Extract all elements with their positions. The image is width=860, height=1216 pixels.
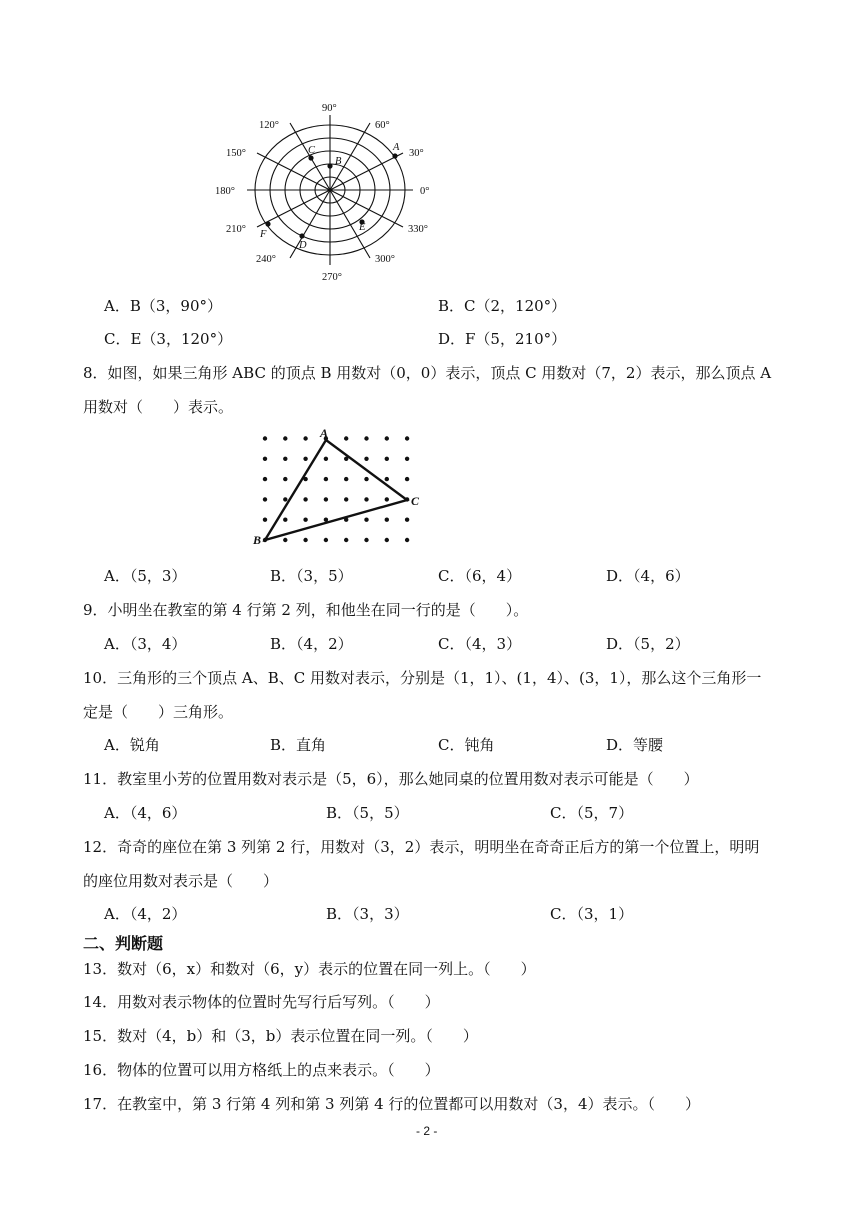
angle-label-30: 30° (409, 148, 424, 159)
judge-item-15: 15．数对（4，b）和（3，b）表示位置在同一列。（ ） (83, 1027, 478, 1045)
grid-dot (405, 538, 409, 542)
vertex-label-a: A (320, 426, 329, 440)
grid-dot (364, 538, 368, 542)
grid-dot (405, 457, 409, 461)
grid-dot (385, 457, 389, 461)
point-label-a: A (393, 142, 400, 153)
q11-option-a: A．（4，6） (104, 804, 187, 822)
grid-dot (283, 436, 287, 440)
point-b-dot (327, 163, 332, 168)
triangle-abc (265, 440, 407, 540)
q11-option-c: C．（5，7） (550, 804, 634, 822)
angle-label-240: 240° (256, 254, 276, 265)
grid-dot (303, 436, 307, 440)
q10-stem-line2: 定是（ ）三角形。 (83, 703, 234, 721)
judge-item-16: 16．物体的位置可以用方格纸上的点来表示。（ ） (83, 1061, 440, 1079)
grid-dot (263, 477, 267, 481)
q10-option-d: D．等腰 (606, 736, 664, 754)
q12-stem-line2: 的座位用数对表示是（ ） (83, 872, 279, 890)
grid-dot (385, 436, 389, 440)
q12-option-b: B．（3，3） (326, 905, 409, 923)
angle-label-120: 120° (259, 120, 279, 131)
q9-stem: 9．小明坐在教室的第 4 行第 2 列，和他坐在同一行的是（ ）。 (83, 601, 529, 619)
grid-dot (303, 497, 307, 501)
grid-dot (364, 497, 368, 501)
grid-dot (324, 538, 328, 542)
q10-option-b: B．直角 (270, 736, 327, 754)
q10-stem-line1: 10．三角形的三个顶点 A、B、C 用数对表示，分别是（1，1）、(1，4）、(3，1），那么这个三角形一 (83, 669, 762, 687)
judge-item-13: 13．数对（6，x）和数对（6，y）表示的位置在同一列上。（ ） (83, 960, 536, 978)
grid-dot (303, 518, 307, 522)
q10-option-c: C．钝角 (438, 736, 495, 754)
q12-stem-line1: 12．奇奇的座位在第 3 列第 2 行，用数对（3，2）表示，明明坐在奇奇正后方的第一个位置上，明明 (83, 838, 760, 856)
point-d-dot (299, 233, 304, 238)
angle-label-330: 330° (408, 224, 428, 235)
grid-dot (283, 518, 287, 522)
point-f-dot (265, 221, 270, 226)
q8-stem-line1: 8．如图，如果三角形 ABC 的顶点 B 用数对（0，0）表示，顶点 C 用数对（7，2）表示，那么顶点 A (83, 364, 772, 382)
angle-label-0: 0° (420, 186, 430, 197)
judge-item-14: 14．用数对表示物体的位置时先写行后写列。（ ） (83, 993, 440, 1011)
q9-option-a: A．（3，4） (104, 635, 187, 653)
grid-dot (364, 518, 368, 522)
point-label-d: D (299, 240, 307, 251)
angle-label-60: 60° (375, 120, 390, 131)
grid-dot (385, 477, 389, 481)
q9-option-c: C．（4，3） (438, 635, 522, 653)
q8-option-d: D．（4，6） (606, 567, 690, 585)
vertex-label-c: C (411, 494, 420, 508)
q7-option-c: C．E（3，120°） (104, 330, 233, 348)
grid-dot (283, 477, 287, 481)
angle-label-270: 270° (322, 272, 342, 283)
point-label-f: F (260, 229, 267, 240)
q12-option-c: C．（3，1） (550, 905, 634, 923)
angle-label-150: 150° (226, 148, 246, 159)
grid-dot (263, 497, 267, 501)
vertex-label-b: B (253, 533, 262, 547)
grid-dot (283, 497, 287, 501)
grid-dot (364, 477, 368, 481)
q7-option-a: A．B（3，90°） (104, 297, 222, 315)
angle-label-300: 300° (375, 254, 395, 265)
page-number: - 2 - (416, 1124, 438, 1138)
q8-option-b: B．（3，5） (270, 567, 353, 585)
grid-dot (283, 538, 287, 542)
grid-dot (405, 518, 409, 522)
grid-dot (385, 538, 389, 542)
point-a-dot (392, 153, 397, 158)
angle-label-90: 90° (322, 103, 337, 114)
point-c-dot (308, 155, 313, 160)
angle-label-180: 180° (215, 186, 235, 197)
grid-dot (344, 497, 348, 501)
grid-dot (385, 518, 389, 522)
grid-dot (324, 457, 328, 461)
grid-dot (303, 457, 307, 461)
q10-option-a: A．锐角 (104, 736, 160, 754)
grid-dot (385, 497, 389, 501)
grid-dot (283, 457, 287, 461)
q7-option-d: D．F（5，210°） (438, 330, 567, 348)
grid-dot (263, 436, 267, 440)
grid-dot (344, 477, 348, 481)
angle-label-210: 210° (226, 224, 246, 235)
q9-option-d: D．（5，2） (606, 635, 690, 653)
q11-option-b: B．（5，5） (326, 804, 409, 822)
q7-option-b: B．C（2，120°） (438, 297, 567, 315)
point-label-e: E (359, 222, 366, 233)
point-label-b: B (335, 156, 342, 167)
judge-item-17: 17．在教室中，第 3 行第 4 列和第 3 列第 4 行的位置都可以用数对（3，4）表示。（ ） (83, 1095, 700, 1113)
grid-dot (263, 518, 267, 522)
grid-dot (364, 436, 368, 440)
grid-dot (263, 457, 267, 461)
q11-stem: 11．教室里小芳的位置用数对表示是（5，6），那么她同桌的位置用数对表示可能是（ ） (83, 770, 699, 788)
grid-dot (405, 436, 409, 440)
grid-dot (364, 457, 368, 461)
q8-stem-line2: 用数对（ ）表示。 (83, 398, 234, 416)
q8-option-a: A．（5，3） (104, 567, 187, 585)
grid-dot (324, 497, 328, 501)
q8-option-c: C．（6，4） (438, 567, 522, 585)
section-title-judgment: 二、判断题 (83, 934, 164, 953)
grid-dot (405, 477, 409, 481)
grid-dot (303, 538, 307, 542)
grid-dot (324, 477, 328, 481)
dot-grid-figure (250, 426, 430, 548)
q12-option-a: A．（4，2） (104, 905, 187, 923)
polar-figure (215, 98, 445, 288)
point-label-c: C (308, 145, 316, 156)
grid-dot (344, 538, 348, 542)
grid-dot (344, 436, 348, 440)
q9-option-b: B．（4，2） (270, 635, 353, 653)
